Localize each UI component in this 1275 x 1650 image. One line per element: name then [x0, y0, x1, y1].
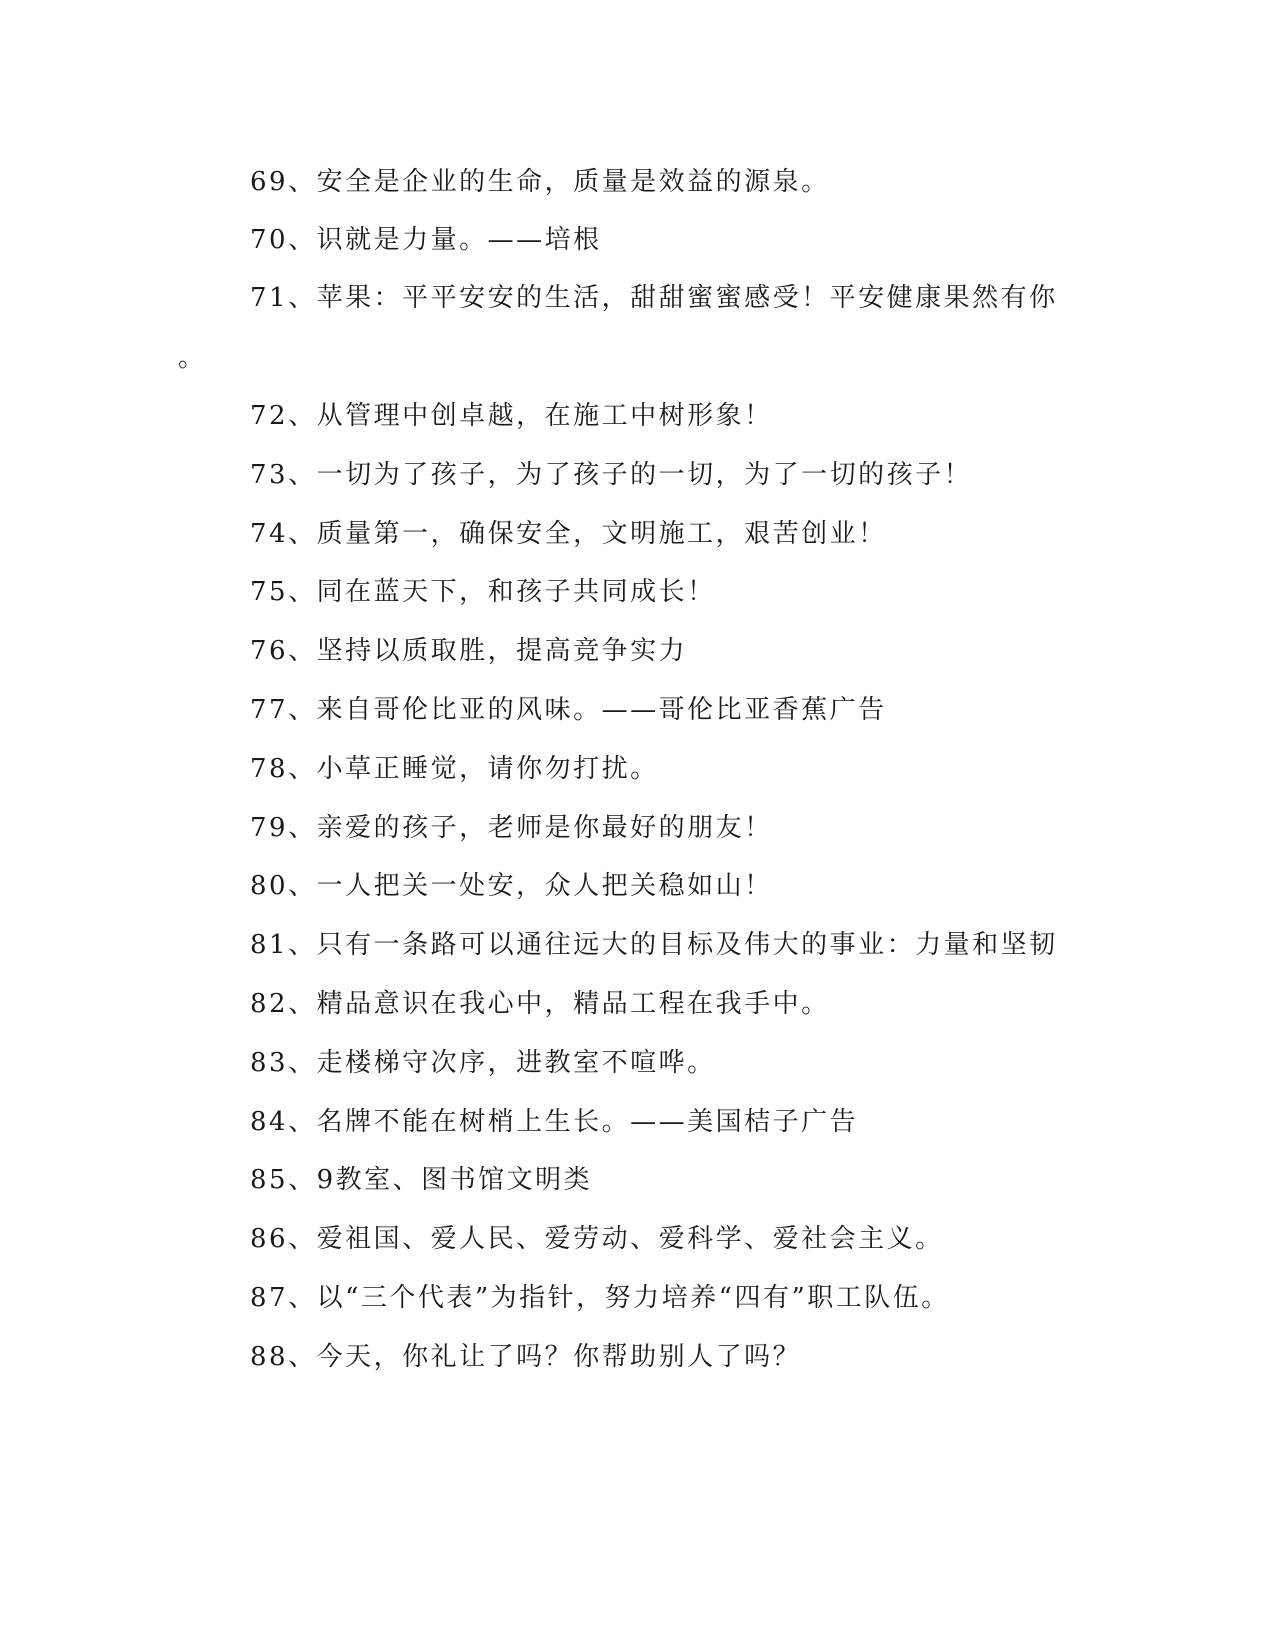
slogan-line-84: 84、名牌不能在树梢上生长。——美国桔子广告: [250, 1107, 859, 1137]
slogan-line-88: 88、今天，你礼让了吗？你帮助别人了吗？: [250, 1342, 802, 1372]
slogan-line-80: 80、一人把关一处安，众人把关稳如山！: [250, 871, 773, 901]
slogan-line-81: 81、只有一条路可以通往远大的目标及伟大的事业：力量和坚韧: [250, 930, 1058, 960]
slogan-line-83: 83、走楼梯守次序，进教室不喧哗。: [250, 1048, 716, 1078]
slogan-line-85: 85、9教室、图书馆文明类: [250, 1165, 593, 1195]
slogan-line-75: 75、同在蓝天下，和孩子共同成长！: [250, 577, 716, 607]
slogan-line-71: 71、苹果：平平安安的生活，甜甜蜜蜜感受！平安健康果然有你: [250, 283, 1058, 313]
slogan-line-78: 78、小草正睡觉，请你勿打扰。: [250, 754, 659, 784]
slogan-line-86: 86、爱祖国、爱人民、爱劳动、爱科学、爱社会主义。: [250, 1224, 944, 1254]
slogan-line-71-continuation: 。: [178, 343, 207, 373]
slogan-line-82: 82、精品意识在我心中，精品工程在我手中。: [250, 989, 830, 1019]
slogan-line-72: 72、从管理中创卓越，在施工中树形象！: [250, 401, 773, 431]
slogan-line-69: 69、安全是企业的生命，质量是效益的源泉。: [250, 167, 830, 197]
slogan-line-87: 87、以“三个代表”为指针，努力培养“四有”职工队伍。: [250, 1283, 950, 1313]
slogan-line-76: 76、坚持以质取胜，提高竞争实力: [250, 636, 688, 666]
slogan-line-77: 77、来自哥伦比亚的风味。——哥伦比亚香蕉广告: [250, 695, 887, 725]
slogan-line-79: 79、亲爱的孩子，老师是你最好的朋友！: [250, 813, 773, 843]
slogan-line-70: 70、识就是力量。——培根: [250, 225, 602, 255]
slogan-line-74: 74、质量第一，确保安全，文明施工，艰苦创业！: [250, 519, 887, 549]
slogan-line-73: 73、一切为了孩子，为了孩子的一切，为了一切的孩子！: [250, 460, 973, 490]
